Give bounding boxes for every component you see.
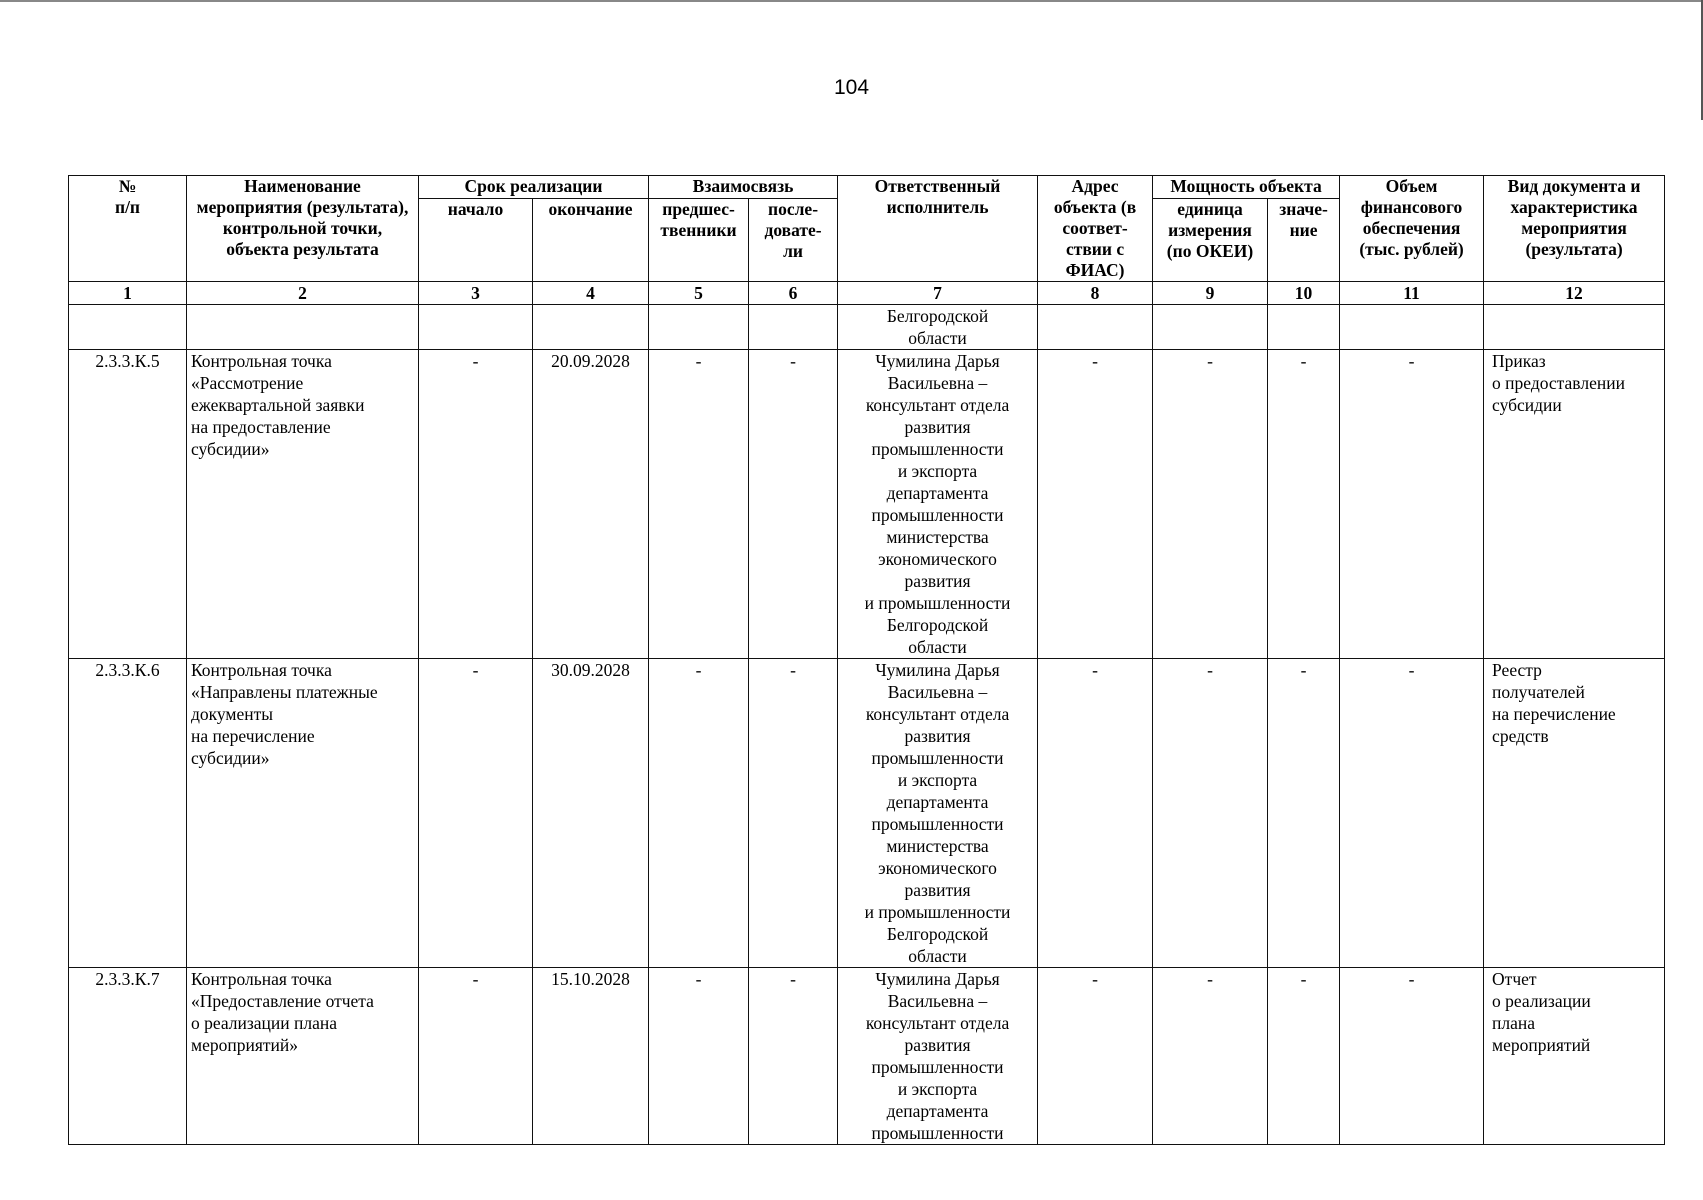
table-row — [69, 659, 1665, 968]
header-link-group: Взаимосвязь — [649, 176, 838, 199]
column-number: 4 — [533, 282, 649, 305]
cell-doc-type: Приказ о предоставлении субсидии — [1484, 350, 1665, 659]
cell-address: - — [1038, 968, 1153, 1145]
cell-value: - — [1268, 968, 1340, 1145]
cell-responsible: Белгородской области — [838, 305, 1038, 350]
header-unit: единица измерения (по ОКЕИ) — [1153, 199, 1268, 282]
cell-doc-type: Реестр получателей на перечисление средств — [1484, 659, 1665, 968]
header-volume: Объем финансового обеспечения (тыс. рублей) — [1340, 176, 1484, 282]
cell-empty — [649, 305, 749, 350]
cell-name: Контрольная точка «Направлены платежные документы на перечисление субсидии» — [187, 659, 419, 968]
cell-name: Контрольная точка «Предоставление отчета о реализации плана мероприятий» — [187, 968, 419, 1145]
column-number: 9 — [1153, 282, 1268, 305]
cell-start: - — [419, 350, 533, 659]
cell-start: - — [419, 659, 533, 968]
page-number: 104 — [833, 76, 870, 99]
cell-end: 30.09.2028 — [533, 659, 649, 968]
page-top-edge — [0, 0, 1703, 2]
table-row — [69, 350, 1665, 659]
cell-predecessors: - — [649, 659, 749, 968]
cell-unit: - — [1153, 968, 1268, 1145]
table-row — [69, 968, 1665, 1145]
column-number: 10 — [1268, 282, 1340, 305]
cell-volume: - — [1340, 968, 1484, 1145]
cell-empty — [1268, 305, 1340, 350]
header-successors: после- довате- ли — [749, 199, 838, 282]
cell-doc-type: Отчет о реализации плана мероприятий — [1484, 968, 1665, 1145]
cell-value: - — [1268, 350, 1340, 659]
cell-empty — [1484, 305, 1665, 350]
column-number: 8 — [1038, 282, 1153, 305]
cell-end: 15.10.2028 — [533, 968, 649, 1145]
cell-empty — [1340, 305, 1484, 350]
column-number: 11 — [1340, 282, 1484, 305]
table-body — [69, 305, 1665, 1145]
cell-responsible: Чумилина Дарья Васильевна – консультант отдела развития промышленности и экспорта департамента промышленности министерства экономического развития и промышленности Белгородской области — [838, 350, 1038, 659]
cell-responsible: Чумилина Дарья Васильевна – консультант отдела развития промышленности и экспорта департамента промышленности — [838, 968, 1038, 1145]
header-period-group: Срок реализации — [419, 176, 649, 199]
cell-empty — [187, 305, 419, 350]
cell-successors: - — [749, 968, 838, 1145]
cell-address: - — [1038, 659, 1153, 968]
header-value: значе- ние — [1268, 199, 1340, 282]
column-number: 12 — [1484, 282, 1665, 305]
cell-volume: - — [1340, 350, 1484, 659]
column-number: 5 — [649, 282, 749, 305]
cell-empty — [419, 305, 533, 350]
plan-table — [68, 175, 1665, 1145]
column-number: 2 — [187, 282, 419, 305]
cell-predecessors: - — [649, 968, 749, 1145]
column-number: 6 — [749, 282, 838, 305]
cell-num: 2.3.3.К.7 — [69, 968, 187, 1145]
header-responsible: Ответственный исполнитель — [838, 176, 1038, 282]
cell-empty — [533, 305, 649, 350]
cell-responsible: Чумилина Дарья Васильевна – консультант отдела развития промышленности и экспорта департамента промышленности министерства экономического развития и промышленности Белгородской области — [838, 659, 1038, 968]
column-number: 1 — [69, 282, 187, 305]
cell-num: 2.3.3.К.5 — [69, 350, 187, 659]
header-doc-type: Вид документа и характеристика мероприятия (результата) — [1484, 176, 1665, 282]
column-number: 3 — [419, 282, 533, 305]
header-capacity-group: Мощность объекта — [1153, 176, 1340, 199]
cell-empty — [69, 305, 187, 350]
header-end: окончание — [533, 199, 649, 282]
cell-successors: - — [749, 350, 838, 659]
cell-empty — [1153, 305, 1268, 350]
header-name: Наименование мероприятия (результата), контрольной точки, объекта результата — [187, 176, 419, 282]
column-number: 7 — [838, 282, 1038, 305]
cell-volume: - — [1340, 659, 1484, 968]
table-row-continuation — [69, 305, 1665, 350]
table-header — [69, 176, 1665, 305]
cell-empty — [749, 305, 838, 350]
cell-address: - — [1038, 350, 1153, 659]
column-number-row — [69, 282, 1665, 305]
cell-start: - — [419, 968, 533, 1145]
header-predecessors: предшес- твенники — [649, 199, 749, 282]
header-address: Адрес объекта (в соответ-ствии с ФИАС) — [1038, 176, 1153, 282]
cell-unit: - — [1153, 659, 1268, 968]
cell-unit: - — [1153, 350, 1268, 659]
cell-successors: - — [749, 659, 838, 968]
cell-value: - — [1268, 659, 1340, 968]
cell-empty — [1038, 305, 1153, 350]
cell-name: Контрольная точка «Рассмотрение ежеквартальной заявки на предоставление субсидии» — [187, 350, 419, 659]
cell-end: 20.09.2028 — [533, 350, 649, 659]
cell-num: 2.3.3.К.6 — [69, 659, 187, 968]
cell-predecessors: - — [649, 350, 749, 659]
header-num: № п/п — [69, 176, 187, 282]
header-start: начало — [419, 199, 533, 282]
